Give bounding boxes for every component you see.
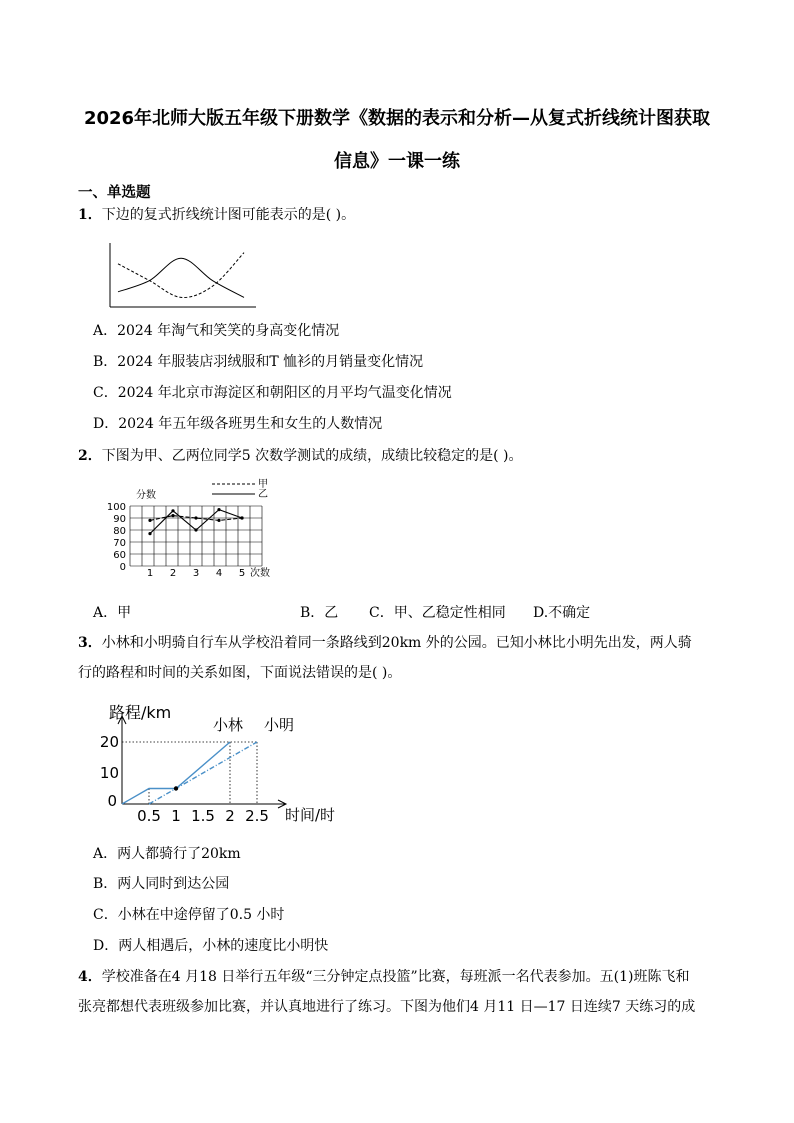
document-title-line1: 2026年北师大版五年级下册数学《数据的表示和分析—从复式折线统计图获取 — [83, 108, 711, 129]
question-text-line1: 小林和小明骑自行车从学校沿着同一条路线到20km 外的公园。已知小林比小明先出发，两人骑 — [101, 635, 692, 651]
question-number: 4． — [78, 969, 102, 985]
x-tick-label: 5 — [238, 568, 246, 579]
y-tick-label: 10 — [99, 764, 119, 782]
question-text-line1: 学校准备在4 月18 日举行五年级“三分钟定点投篮”比赛，每班派一名代表参加。五(1)班陈飞和 — [101, 969, 690, 985]
x-tick-label: 3 — [192, 568, 200, 579]
option-a[interactable]: A．2024 年淘气和笑笑的身高变化情况 — [93, 323, 340, 339]
question-text: 下边的复式折线统计图可能表示的是( )。 — [101, 207, 356, 223]
option-b[interactable]: B．两人同时到达公园 — [93, 876, 230, 892]
option-b[interactable]: B．2024 年服装店羽绒服和T 恤衫的月销量变化情况 — [93, 354, 424, 370]
legend-label-yi: 乙 — [258, 489, 268, 500]
x-tick-label: 1.5 — [191, 807, 215, 825]
x-tick-label: 1 — [171, 807, 181, 825]
y-tick-label: 70 — [113, 538, 126, 549]
y-tick-label: 60 — [113, 550, 126, 561]
question-1 — [78, 200, 728, 230]
series-label-小明: 小明 — [263, 716, 295, 734]
question-text-line2: 行的路程和时间的关系如图，下面说法错误的是( )。 — [78, 665, 402, 681]
data-point-乙 — [217, 508, 220, 511]
x-axis-label: 次数 — [250, 568, 270, 579]
question-4 — [78, 962, 728, 1022]
option-b[interactable]: B．乙 — [300, 605, 339, 621]
chart-3 — [95, 700, 360, 830]
y-tick-label: 100 — [106, 502, 126, 513]
data-point-乙 — [148, 532, 151, 535]
data-point-甲 — [194, 516, 197, 519]
y-tick-label: 0 — [107, 792, 117, 810]
option-d[interactable]: D.不确定 — [533, 605, 591, 621]
x-tick-label: 2 — [225, 807, 235, 825]
series-line-2 — [118, 253, 244, 298]
x-tick-label: 2 — [169, 568, 177, 579]
x-axis-label: 时间/时 — [285, 806, 336, 824]
y-tick-label: 20 — [99, 733, 119, 751]
x-tick-label: 0.5 — [137, 807, 161, 825]
question-text-line2: 张亮都想代表班级参加比赛，并认真地进行了练习。下图为他们4 月11 日—17 日连续7 天练习的成 — [78, 999, 696, 1015]
data-point-乙 — [171, 509, 174, 512]
option-d[interactable]: D．两人相遇后，小林的速度比小明快 — [93, 938, 329, 954]
option-c[interactable]: C．甲、乙稳定性相同 — [369, 605, 506, 621]
data-point-甲 — [148, 519, 151, 522]
y-tick-label: 80 — [113, 526, 126, 537]
series-line-小明 — [149, 742, 257, 804]
question-number: 3． — [78, 635, 102, 651]
x-tick-label: 2.5 — [245, 807, 269, 825]
option-d[interactable]: D．2024 年五年级各班男生和女生的人数情况 — [93, 416, 383, 432]
series-line-1 — [118, 258, 244, 297]
data-point-甲 — [217, 519, 220, 522]
section-heading: 一、单选题 — [78, 185, 151, 201]
option-a[interactable]: A．甲 — [93, 605, 132, 621]
chart-2 — [100, 476, 285, 581]
series-line-小林 — [122, 742, 230, 804]
question-text: 下图为甲、乙两位同学5 次数学测试的成绩，成绩比较稳定的是( )。 — [101, 448, 523, 464]
data-point-乙 — [194, 528, 197, 531]
question-number: 2． — [78, 448, 102, 464]
question-3 — [78, 628, 728, 688]
question-2 — [78, 441, 728, 471]
y-tick-label: 0 — [119, 562, 126, 573]
y-axis-label: 分数 — [136, 490, 156, 501]
option-c[interactable]: C．2024 年北京市海淀区和朝阳区的月平均气温变化情况 — [93, 385, 452, 401]
y-tick-label: 90 — [113, 514, 126, 525]
document-title-line2: 信息》一课一练 — [334, 151, 460, 172]
chart-1 — [95, 237, 255, 312]
y-axis-label: 路程/km — [109, 703, 172, 722]
series-label-小林: 小林 — [212, 716, 244, 734]
x-tick-label: 1 — [146, 568, 154, 579]
option-a[interactable]: A．两人都骑行了20km — [93, 846, 241, 862]
legend-label-jia: 甲 — [258, 479, 268, 490]
x-tick-label: 4 — [215, 568, 223, 579]
option-c[interactable]: C．小林在中途停留了0.5 小时 — [93, 907, 285, 923]
data-point-乙 — [240, 516, 243, 519]
meeting-point — [174, 786, 178, 790]
data-point-甲 — [171, 514, 174, 517]
question-number: 1． — [78, 207, 102, 223]
